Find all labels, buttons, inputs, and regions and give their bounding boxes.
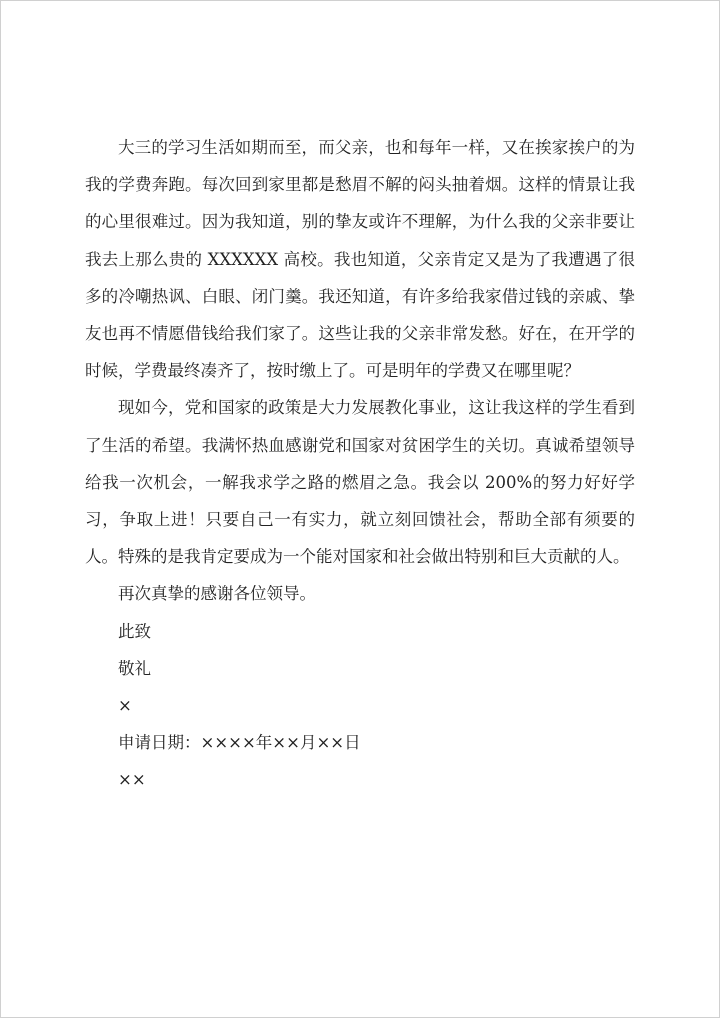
footer-mark: ×× — [118, 770, 146, 790]
closing-respect: 敬礼 — [118, 658, 151, 678]
thanks-line: 再次真挚的感谢各位领导。 — [118, 584, 316, 604]
closing-salutation: 此致 — [118, 621, 151, 641]
application-date: 申请日期：××××年××月××日 — [118, 733, 361, 753]
paragraph-gratitude-request: 现如今，党和国家的政策是大力发展教化事业，这让我这样的学生看到了生活的希望。我满怀热血感谢党和国家对贫困学生的关切。真诚希望领导给我一次机会，一解我求学之路的燃眉之急。我会以 200%的努力好好学习，争取上进！只要自己一有实力，就立刻回馈社会，帮助全部有须要的人。特殊的是我肯定要成为一个能对国家和社会做出特别和巨大贡献的人。 — [85, 398, 635, 567]
letter-body — [85, 129, 635, 799]
paragraph-tuition-struggle: 大三的学习生活如期而至，而父亲，也和每年一样，又在挨家挨户的为我的学费奔跑。每次回到家里都是愁眉不解的闷头抽着烟。这样的情景让我的心里很难过。因为我知道，别的挚友或许不理解，为什么我的父亲非要让我去上那么贵的 XXXXXX 高校。我也知道，父亲肯定又是为了我遭遇了很多的冷嘲热讽、白眼、闭门羹。我还知道，有许多给我家借过钱的亲戚、挚友也再不情愿借钱给我们家了。这些让我的父亲非常发愁。好在，在开学的时候，学费最终凑齐了，按时缴上了。可是明年的学费又在哪里呢？ — [85, 138, 635, 381]
signature-mark: × — [118, 696, 132, 716]
